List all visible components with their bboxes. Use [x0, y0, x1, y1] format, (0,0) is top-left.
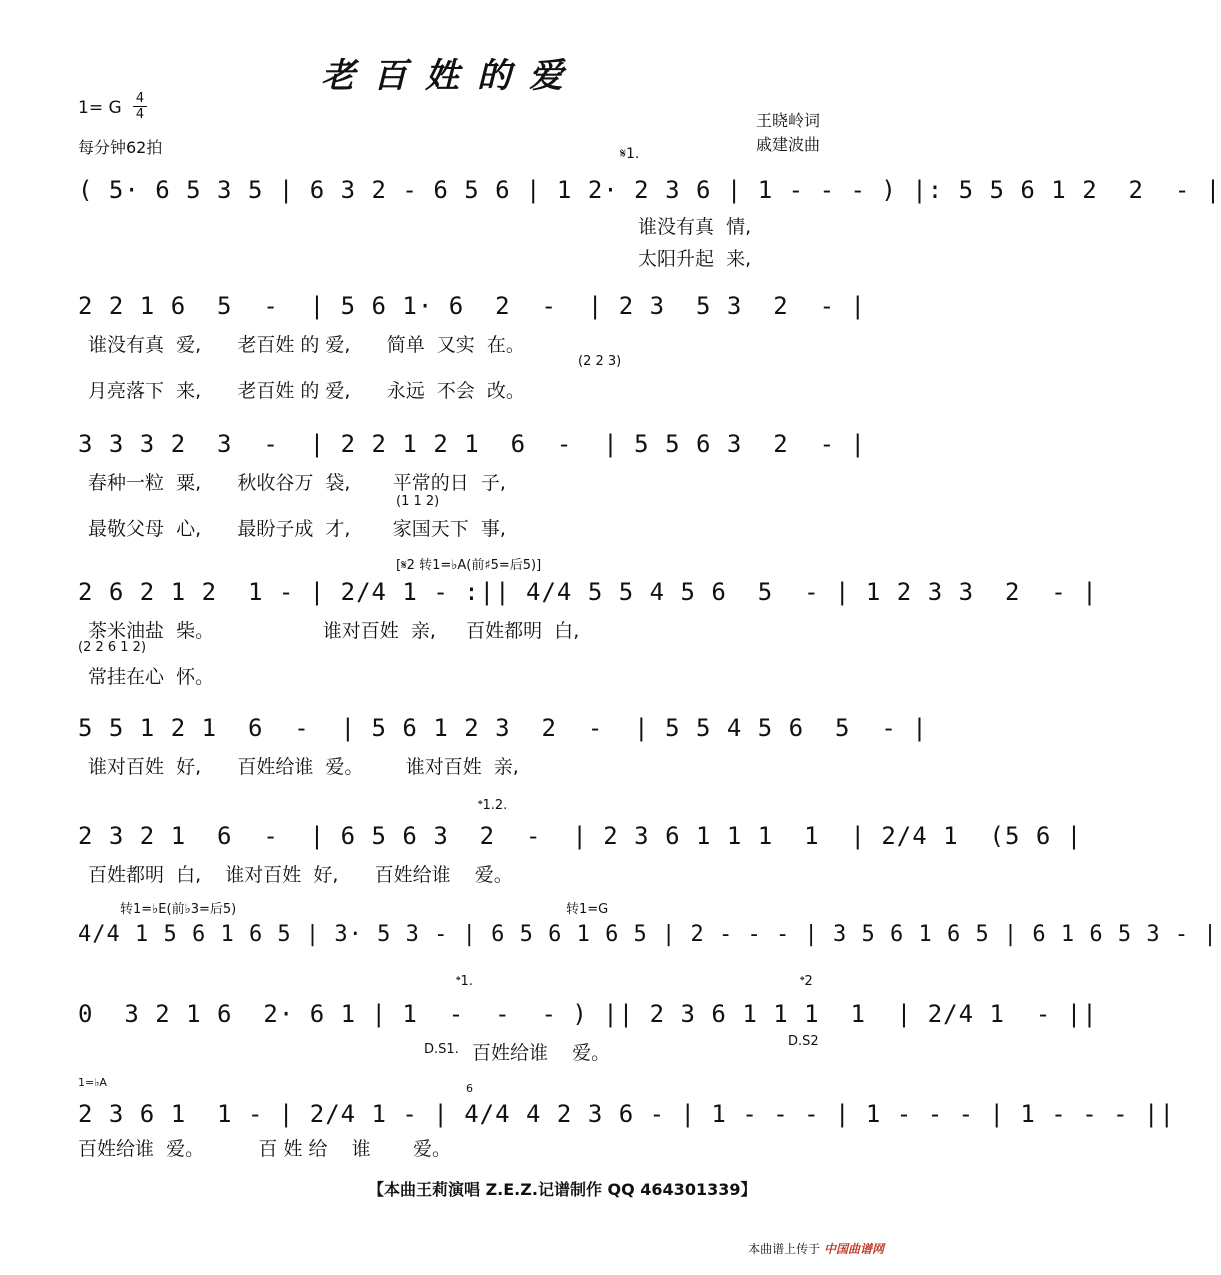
upload-prefix: 本曲谱上传于 [748, 1242, 821, 1256]
notes: 2 6 2 1 2 1 - | 2/4 1 - :|| 4/4 5 5 4 5 6 5 - | 1 2 3 3 2 - | [78, 578, 1098, 606]
notes: 4/4 1 5 6 1 6 5 | 3· 5 3 - | 6 5 6 1 6 5 | 2 - - - | 3 5 6 1 6 5 | 6 1 6 5 3 - | [78, 922, 1218, 947]
lyric-verse-2: 太阳升起 来, [638, 248, 752, 270]
coda-marker-2: 𝄌2 [800, 974, 813, 989]
lyric-verse-1: 谁没有真 情, [638, 216, 752, 238]
key-change-marker: [𝄋2 转1=♭A(前♯5=后5)] [396, 558, 542, 573]
key-change-marker: 转1=♭E(前♭3=后5) [120, 902, 237, 917]
notes: 3 3 3 2 3 - | 2 2 1 2 1 6 - | 5 5 6 3 2 - | [78, 430, 866, 458]
lyric-verse-2: 月亮落下 来, 老百姓 的 爱, 永远 不会 改。 [88, 380, 525, 402]
score-line-5 [78, 714, 928, 778]
key-change-marker-2: 转1=G [566, 902, 609, 917]
upload-note [748, 1240, 884, 1257]
site-logo: 中国曲谱网 [823, 1242, 884, 1256]
notes: 2 3 2 1 6 - | 6 5 6 3 2 - | 2 3 6 1 1 1 1 | 2/4 1 (5 6 | [78, 822, 1083, 850]
composer: 戚建波曲 [755, 135, 820, 154]
annotation: (2 2 6 1 2) [78, 640, 147, 655]
score-line-4 [78, 558, 1098, 688]
time-signature: 4 4 [133, 92, 147, 121]
notes: 5 5 1 2 1 6 - | 5 6 1 2 3 2 - | 5 5 4 5 6 5 - | [78, 714, 928, 742]
coda-marker: 𝄌1. [456, 974, 473, 989]
lyric-verse-1: 百姓给谁 爱。 [472, 1042, 611, 1064]
notes: 2 3 6 1 1 - | 2/4 1 - | 4/4 4 2 3 6 - | 1 - - - | 1 - - - | 1 - - - || [78, 1100, 1175, 1128]
page-title: 老百姓的爱 [321, 56, 581, 96]
segno-sign: 𝄋1. [620, 146, 640, 162]
notes: 2 2 1 6 5 - | 5 6 1· 6 2 - | 2 3 5 3 2 - | [78, 292, 866, 320]
lyric-verse-1: 谁没有真 爱, 老百姓 的 爱, 简单 又实 在。 [88, 334, 525, 356]
score-line-7 [78, 902, 1218, 982]
lyricist: 王晓岭词 [755, 111, 820, 130]
lyric-verse-2: 常挂在心 怀。 [88, 666, 215, 688]
notes: ( 5· 6 5 3 5 | 6 3 2 - 6 5 6 | 1 2· 2 3 6 | 1 - - - ) |: 5 5 6 1 2 2 - | [78, 176, 1221, 204]
score-line-2 [78, 292, 866, 402]
score-line-3 [78, 430, 866, 540]
ds2-marker: D.S2 [788, 1034, 819, 1049]
credits-footer: 【本曲王莉演唱 Z.E.Z.记谱制作 QQ 464301339】 [368, 1180, 757, 1199]
ds1-marker: D.S1. [424, 1042, 459, 1057]
lyric-verse-1: 春种一粒 粟, 秋收谷万 袋, 平常的日 子, [88, 472, 506, 494]
tempo: 每分钟62拍 [78, 138, 163, 157]
lyric-verse-1: 百姓都明 白, 谁对百姓 好, 百姓给谁 爱。 [88, 864, 513, 886]
score-line-9 [78, 1076, 1175, 1160]
annotation: (1 1 2) [396, 494, 440, 509]
coda-marker: 𝄌1.2. [478, 798, 508, 813]
grace-note: 6 [466, 1082, 473, 1095]
score-line-6 [78, 798, 1083, 886]
key-change-marker: 1=♭A [78, 1076, 107, 1089]
lyric-verse-1: 茶米油盐 柴。 谁对百姓 亲, 百姓都明 白, [88, 620, 580, 642]
lyric-verse-1: 谁对百姓 好, 百姓给谁 爱。 谁对百姓 亲, [88, 756, 519, 778]
annotation: (2 2 3) [578, 354, 622, 369]
notes: 0 3 2 1 6 2· 6 1 | 1 - - - ) || 2 3 6 1 1 1 1 | 2/4 1 - || [78, 1000, 1098, 1028]
lyric-verse-1: 百姓给谁 爱。 百 姓 给 谁 爱。 [78, 1138, 451, 1160]
key-signature: 1= G [78, 98, 122, 118]
score-line-8 [78, 974, 1098, 1064]
lyric-verse-2: 最敬父母 心, 最盼子成 才, 家国天下 事, [88, 518, 506, 540]
score-line-1 [78, 176, 1221, 270]
